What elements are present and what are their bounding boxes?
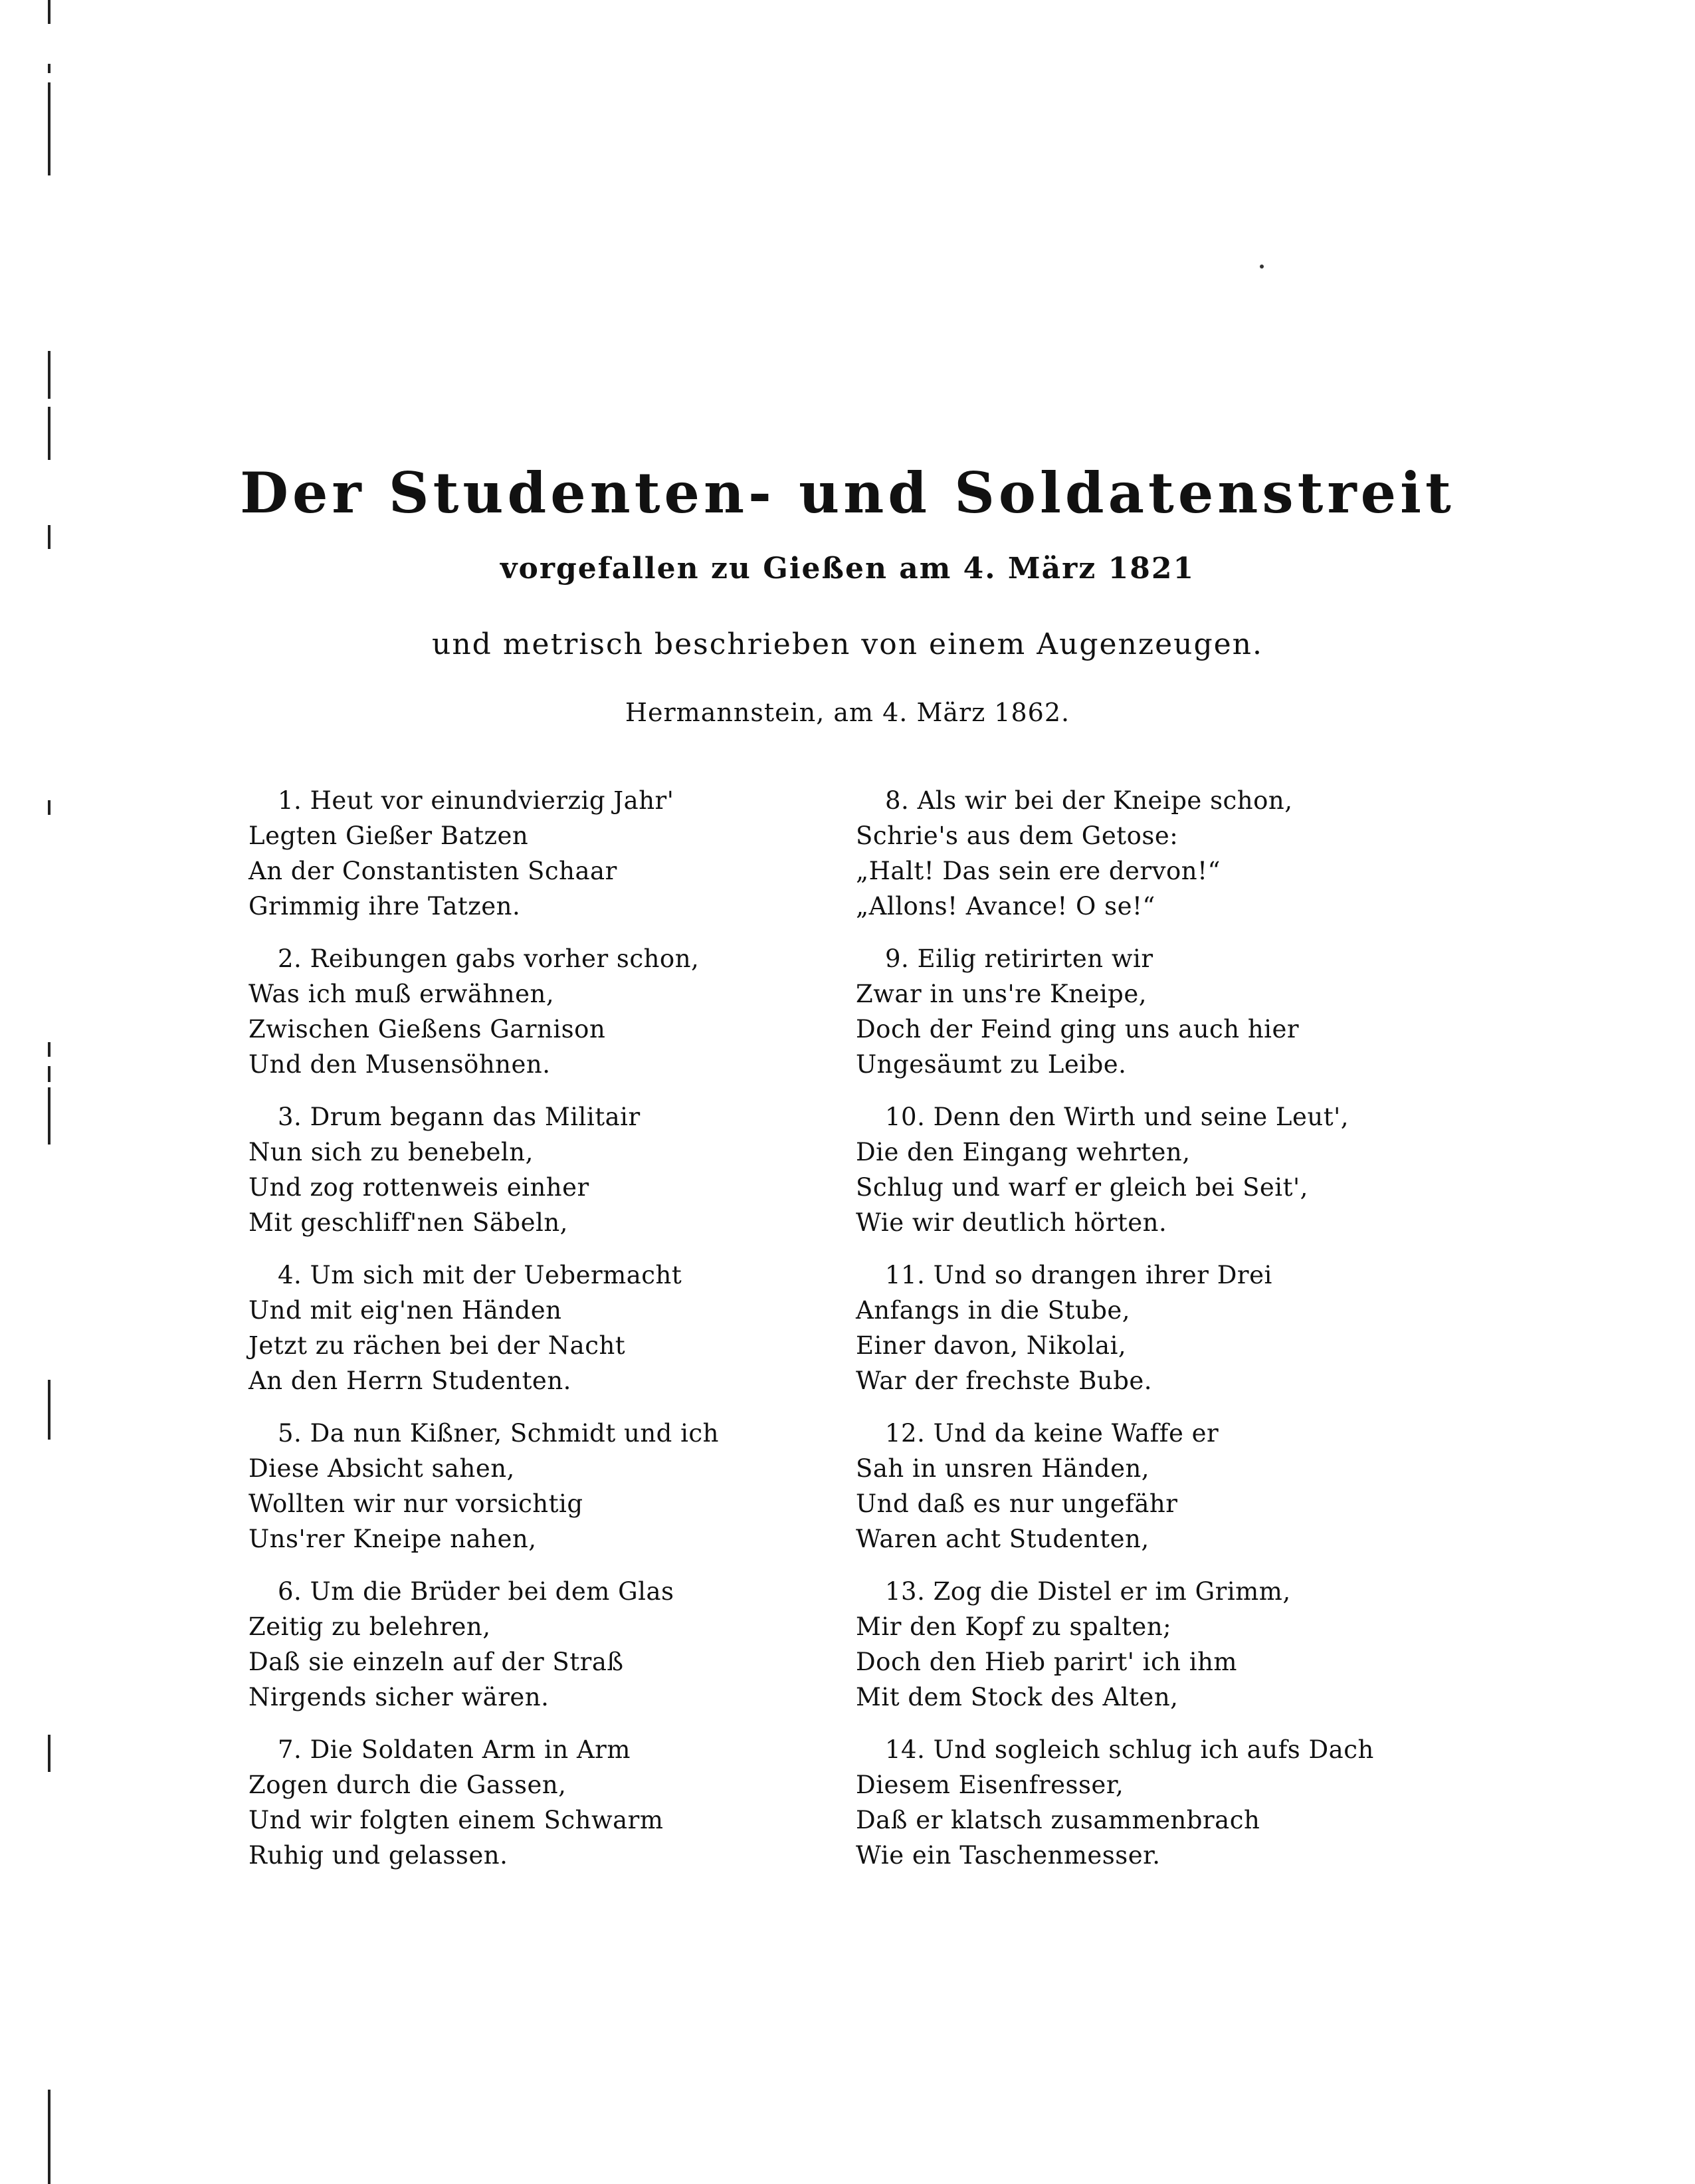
scan-margin-mark — [48, 1087, 50, 1145]
verse-line: Waren acht Studenten, — [856, 1525, 1149, 1553]
verse-line: Und daß es nur ungefähr — [856, 1489, 1178, 1518]
stanza — [249, 1416, 847, 1574]
verse-line: Zwischen Gießens Garnison — [249, 1015, 606, 1043]
poem-subtitle-author-note: und metrisch beschrieben von einem Augenzeugen. — [432, 627, 1263, 661]
scan-margin-mark — [48, 82, 50, 175]
verse-line: An der Constantisten Schaar — [249, 857, 617, 885]
verse-line: Zogen durch die Gassen, — [249, 1771, 567, 1799]
verse-line: Zeitig zu belehren, — [249, 1612, 491, 1641]
verse-line: Legten Gießer Batzen — [249, 821, 529, 850]
verse-line: Sah in unsren Händen, — [856, 1454, 1150, 1483]
verse-line: 4. Um sich mit der Uebermacht — [278, 1261, 682, 1289]
scan-margin-mark — [48, 1380, 50, 1440]
verse-line: Schrie's aus dem Getose: — [856, 821, 1179, 850]
verse-line: Grimmig ihre Tatzen. — [249, 892, 521, 921]
verse-line: Anfangs in die Stube, — [856, 1296, 1131, 1325]
stanza — [249, 1257, 847, 1416]
stanza — [249, 941, 847, 1099]
verse-line: „Halt! Das sein ere dervon!“ — [856, 857, 1221, 885]
scan-margin-mark — [48, 525, 50, 549]
verse-line: Uns'rer Kneipe nahen, — [249, 1525, 537, 1553]
scan-margin-mark — [48, 800, 50, 815]
poem-column-left — [249, 783, 847, 1890]
stanza — [856, 1257, 1454, 1416]
poem-title: Der Studenten- und Soldatenstreit — [240, 460, 1455, 526]
stanza — [856, 941, 1454, 1099]
verse-line: Nun sich zu benebeln, — [249, 1138, 534, 1166]
verse-line: Daß sie einzeln auf der Straß — [249, 1648, 624, 1676]
verse-line: Ruhig und gelassen. — [249, 1841, 508, 1870]
stanza — [249, 1099, 847, 1257]
verse-line: Daß er klatsch zusammenbrach — [856, 1806, 1260, 1834]
stanza — [856, 783, 1454, 941]
stanza — [856, 1416, 1454, 1574]
verse-line: 11. Und so drangen ihrer Drei — [885, 1261, 1272, 1289]
verse-line: 14. Und sogleich schlug ich aufs Dach — [885, 1735, 1374, 1764]
poem-column-right — [856, 783, 1454, 1890]
verse-line: Wie wir deutlich hörten. — [856, 1208, 1167, 1237]
verse-line: 10. Denn den Wirth und seine Leut', — [885, 1103, 1349, 1131]
verse-line: Die den Eingang wehrten, — [856, 1138, 1191, 1166]
verse-line: Nirgends sicher wären. — [249, 1683, 549, 1711]
verse-line: Schlug und warf er gleich bei Seit', — [856, 1173, 1308, 1202]
verse-line: Wollten wir nur vorsichtig — [249, 1489, 583, 1518]
verse-line: Jetzt zu rächen bei der Nacht — [249, 1331, 626, 1360]
scan-margin-mark — [48, 1735, 50, 1772]
verse-line: Doch der Feind ging uns auch hier — [856, 1015, 1300, 1043]
verse-line: Diesem Eisenfresser, — [856, 1771, 1124, 1799]
scan-dot — [1260, 265, 1264, 269]
verse-line: Und den Musensöhnen. — [249, 1050, 551, 1079]
verse-line: 5. Da nun Kißner, Schmidt und ich — [278, 1419, 719, 1448]
stanza — [249, 1732, 847, 1890]
verse-line: 1. Heut vor einundvierzig Jahr' — [278, 786, 674, 815]
verse-line: 2. Reibungen gabs vorher schon, — [278, 944, 700, 973]
verse-line: Mit geschliff'nen Säbeln, — [249, 1208, 568, 1237]
verse-line: 9. Eilig retirirten wir — [885, 944, 1153, 973]
verse-line: Diese Absicht sahen, — [249, 1454, 515, 1483]
verse-line: Doch den Hieb parirt' ich ihm — [856, 1648, 1238, 1676]
verse-line: Wie ein Taschenmesser. — [856, 1841, 1161, 1870]
scan-margin-mark — [48, 1042, 50, 1057]
verse-line: Mir den Kopf zu spalten; — [856, 1612, 1172, 1641]
stanza — [856, 1732, 1454, 1890]
verse-line: An den Herrn Studenten. — [249, 1366, 571, 1395]
scan-margin-mark — [48, 407, 50, 460]
verse-line: War der frechste Bube. — [856, 1366, 1153, 1395]
verse-line: Ungesäumt zu Leibe. — [856, 1050, 1127, 1079]
stanza — [249, 1574, 847, 1732]
poem-dateline: Hermannstein, am 4. März 1862. — [625, 698, 1070, 727]
scan-margin-mark — [48, 1066, 50, 1082]
scan-margin-mark — [48, 2090, 50, 2184]
verse-line: 3. Drum begann das Militair — [278, 1103, 641, 1131]
verse-line: 7. Die Soldaten Arm in Arm — [278, 1735, 631, 1764]
stanza — [856, 1574, 1454, 1732]
verse-line: Mit dem Stock des Alten, — [856, 1683, 1179, 1711]
verse-line: „Allons! Avance! O se!“ — [856, 892, 1155, 921]
verse-line: Was ich muß erwähnen, — [249, 980, 555, 1008]
stanza — [856, 1099, 1454, 1257]
verse-line: 6. Um die Brüder bei dem Glas — [278, 1577, 674, 1606]
verse-line: Zwar in uns're Kneipe, — [856, 980, 1147, 1008]
verse-line: Und mit eig'nen Händen — [249, 1296, 562, 1325]
scan-margin-mark — [48, 0, 50, 24]
verse-line: 12. Und da keine Waffe er — [885, 1419, 1219, 1448]
poem-subtitle: vorgefallen zu Gießen am 4. März 1821 — [500, 552, 1195, 586]
verse-line: 13. Zog die Distel er im Grimm, — [885, 1577, 1291, 1606]
verse-line: Und zog rottenweis einher — [249, 1173, 589, 1202]
scan-margin-mark — [48, 351, 50, 399]
verse-line: 8. Als wir bei der Kneipe schon, — [885, 786, 1293, 815]
verse-line: Und wir folgten einem Schwarm — [249, 1806, 664, 1834]
scan-margin-mark — [48, 64, 50, 73]
stanza — [249, 783, 847, 941]
verse-line: Einer davon, Nikolai, — [856, 1331, 1127, 1360]
